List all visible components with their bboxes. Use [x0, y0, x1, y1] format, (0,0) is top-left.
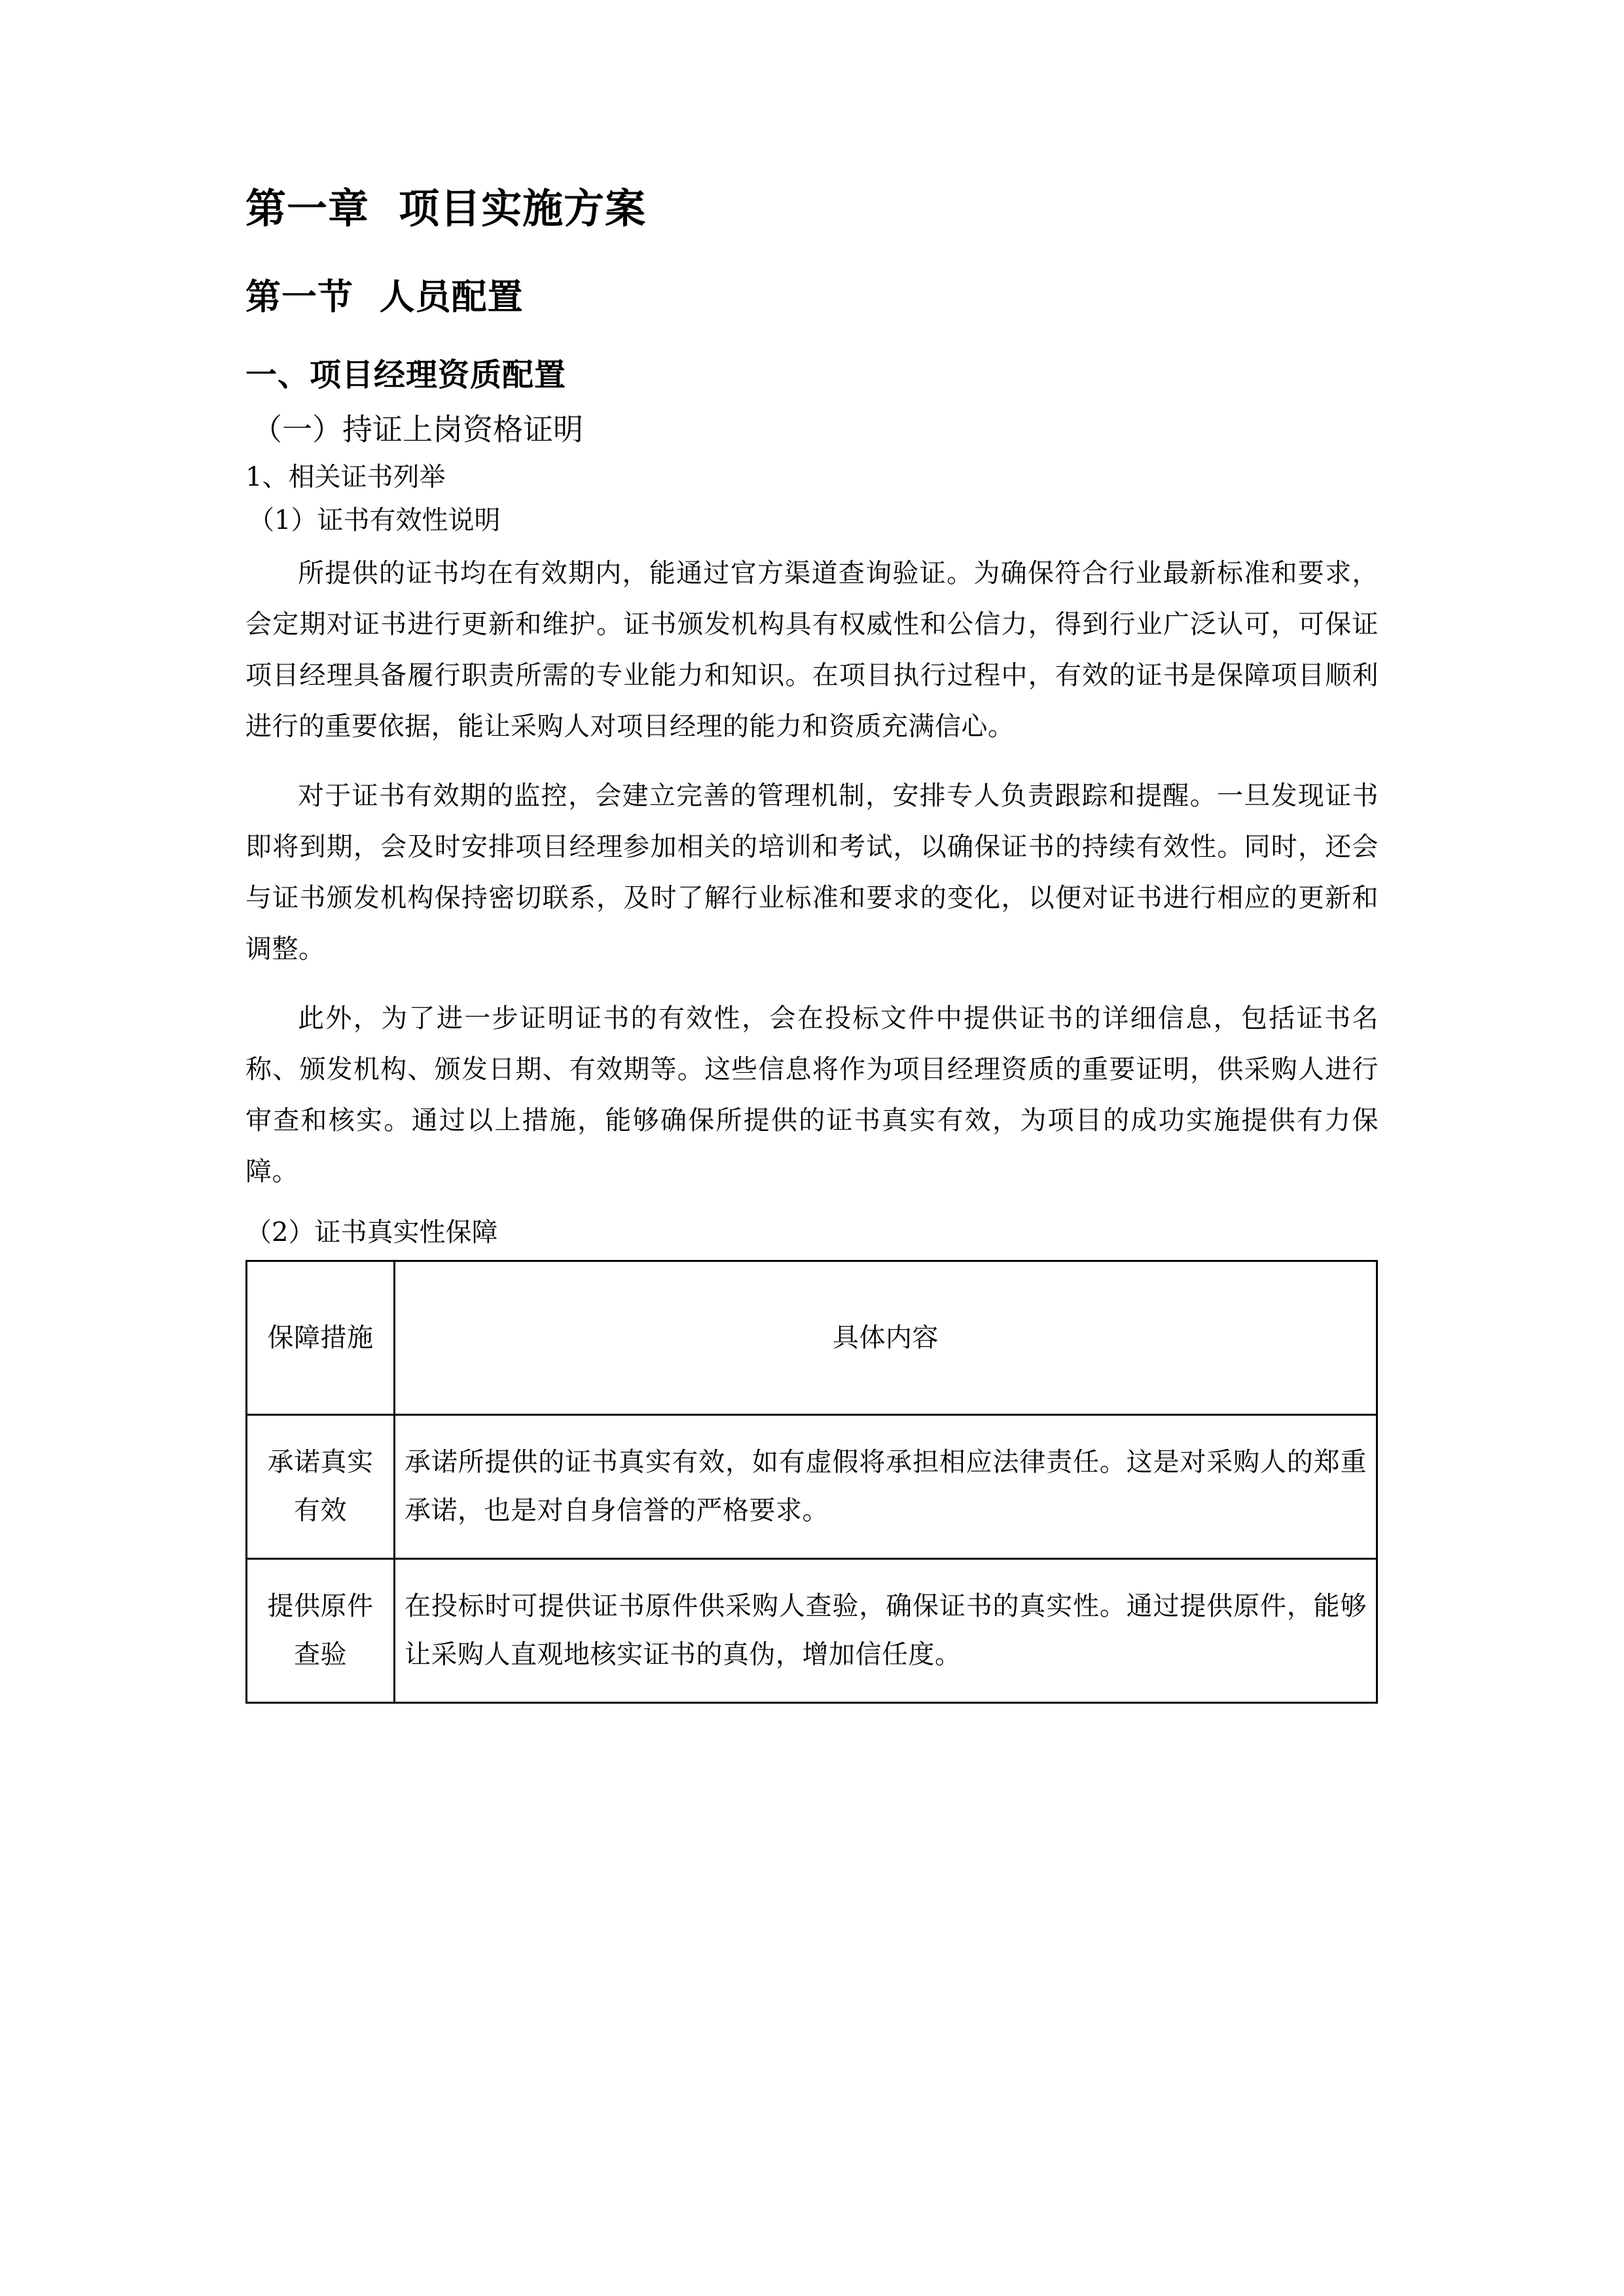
paren-heading-2: （2）证书真实性保障	[245, 1217, 498, 1247]
table-cell-content-line: 在投标时可提供证书原件供采购人查验，确保证书的真实性。通过提	[405, 1591, 1207, 1622]
paragraph-spacer	[245, 981, 1379, 993]
table-header-measure: 保障措施	[247, 1261, 395, 1414]
table-row	[247, 1558, 1377, 1702]
body-paragraph-3: 此外，为了进一步证明证书的有效性，会在投标文件中提供证书的详细信息，包括证书名称、颁发机构、颁发日期、有效期等。这些信息将作为项目经理资质的重要证明，供采购人进行审查和核实。通过以上措施，能够确保所提供的证书真实有效，为项目的成功实施提供有力保障。	[245, 1003, 1379, 1187]
item-heading: 一、项目经理资质配置	[245, 357, 567, 393]
table-cell-content	[395, 1558, 1377, 1702]
table-cell-content	[395, 1414, 1377, 1558]
body-paragraph-1: 所提供的证书均在有效期内，能通过官方渠道查询验证。为确保符合行业最新标准和要求，会定期对证书进行更新和维护。证书颁发机构具有权威性和公信力，得到行业广泛认可，可保证项目经理具备履行职责所需的专业能力和知识。在项目执行过程中，有效的证书是保障项目顺利进行的重要依据，能让采购人对项目经理的能力和资质充满信心。	[245, 558, 1379, 742]
paragraph-spacer	[245, 759, 1379, 770]
table-cell-measure: 提供原件查验	[247, 1558, 395, 1702]
table-cell-measure: 承诺真实有效	[247, 1414, 395, 1558]
guarantee-measures-table	[245, 1260, 1378, 1704]
sub-heading: （一）持证上岗资格证明	[252, 412, 583, 447]
table-header-content: 具体内容	[395, 1261, 1377, 1414]
chapter-heading: 第一章 项目实施方案	[245, 185, 647, 232]
table-cell-content-line: 承诺所提供的证书真实有效，如有虚假将承担相应法律责任。这是对	[405, 1447, 1207, 1478]
table-cell-content-line: 供原件，能够让采购人直观地核实证书的真伪，增加信任度。	[405, 1591, 1367, 1670]
body-paragraph-2: 对于证书有效期的监控，会建立完善的管理机制，安排专人负责跟踪和提醒。一旦发现证书即将到期，会及时安排项目经理参加相关的培训和考试，以确保证书的持续有效性。同时，还会与证书颁发机构保持密切联系，及时了解行业标准和要求的变化，以便对证书进行相应的更新和调整。	[245, 780, 1379, 964]
table-row	[247, 1414, 1377, 1558]
numbered-heading: 1、相关证书列举	[245, 461, 446, 492]
table-cell-content-line: 采购人的郑重承诺，也是对自身信誉的严格要求。	[405, 1447, 1367, 1526]
table-header-row	[247, 1261, 1377, 1414]
paren-heading-1: （1）证书有效性说明	[248, 505, 501, 535]
section-heading: 第一节 人员配置	[245, 275, 524, 317]
